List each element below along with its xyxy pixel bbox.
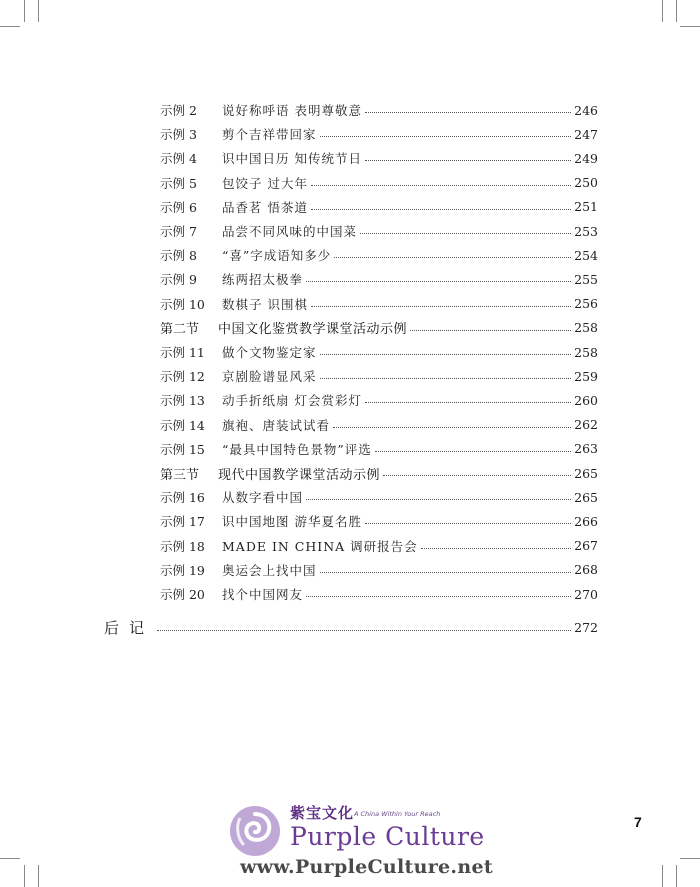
entry-number: 示例 16 xyxy=(160,490,205,506)
entry-title: 从数字看中国 xyxy=(222,490,304,506)
entry-title: 练两招太极拳 xyxy=(222,272,304,288)
entry-number: 示例 20 xyxy=(160,587,205,602)
entry-page: 250 xyxy=(574,175,598,191)
watermark-brand-cn: 紫宝文化 xyxy=(290,804,355,822)
entry-number: 第二节 xyxy=(160,322,200,338)
toc-example-entry[interactable] xyxy=(160,245,598,265)
dot-leader xyxy=(157,630,571,631)
entry-page: 247 xyxy=(574,126,598,142)
crop-mark xyxy=(24,865,25,887)
toc-example-entry[interactable] xyxy=(160,148,598,168)
toc-example-entry[interactable] xyxy=(160,487,598,507)
entry-page: 254 xyxy=(574,247,598,263)
watermark-tagline: A China Within Your Reach xyxy=(354,810,441,818)
dot-leader xyxy=(320,353,572,355)
entry-number: 示例 3 xyxy=(160,127,197,143)
toc-section-entry[interactable] xyxy=(160,318,598,338)
entry-page: 258 xyxy=(574,320,598,336)
toc-example-entry[interactable] xyxy=(160,173,598,193)
entry-number: 示例 9 xyxy=(160,272,197,288)
afterword-title: 后记 xyxy=(104,618,155,637)
watermark xyxy=(226,798,493,883)
crop-mark xyxy=(676,865,677,887)
toc-example-entry[interactable] xyxy=(160,221,598,241)
dot-leader xyxy=(306,498,571,500)
dot-leader xyxy=(320,571,572,573)
entry-page: 262 xyxy=(574,417,598,433)
entry-page: 253 xyxy=(574,223,598,239)
entry-title: 中国文化鉴赏教学课堂活动示例 xyxy=(218,322,408,338)
entry-title: MADE IN CHINA 调研报告会 xyxy=(222,538,418,554)
entry-title: 说好称呼语 表明尊敬意 xyxy=(222,103,362,118)
entry-title: “喜”字成语知多少 xyxy=(222,248,332,264)
dot-leader xyxy=(306,280,571,282)
entry-number: 示例 10 xyxy=(160,296,205,312)
purple-culture-logo-icon xyxy=(228,804,282,858)
crop-mark xyxy=(24,0,25,22)
afterword-page: 272 xyxy=(574,619,598,635)
entry-number: 示例 15 xyxy=(160,441,205,457)
toc-example-entry[interactable] xyxy=(160,124,598,144)
toc-example-entry[interactable] xyxy=(160,511,598,531)
entry-title: 包饺子 过大年 xyxy=(222,175,308,191)
entry-title: 剪个吉祥带回家 xyxy=(222,127,317,143)
toc-example-entry[interactable] xyxy=(160,366,598,386)
entry-number: 示例 13 xyxy=(160,393,205,409)
dot-leader xyxy=(365,159,571,161)
dot-leader xyxy=(320,135,572,137)
entry-title: 动手折纸扇 灯会赏彩灯 xyxy=(222,393,362,409)
toc-example-entry[interactable] xyxy=(160,342,598,362)
toc-example-entry[interactable] xyxy=(160,197,598,217)
dot-leader xyxy=(365,111,571,113)
toc-example-entry[interactable] xyxy=(160,269,598,289)
page-number: 7 xyxy=(634,814,642,830)
entry-title: “最具中国特色景物”评选 xyxy=(222,441,372,457)
entry-number: 示例 5 xyxy=(160,175,197,191)
crop-mark xyxy=(676,0,677,22)
dot-leader xyxy=(365,522,571,524)
toc-example-entry[interactable] xyxy=(160,536,598,556)
crop-mark xyxy=(38,0,39,22)
toc-afterword-entry[interactable] xyxy=(104,616,598,638)
entry-title: 品尝不同风味的中国菜 xyxy=(222,224,358,239)
crop-mark xyxy=(0,26,20,27)
dot-leader xyxy=(306,595,571,597)
dot-leader xyxy=(311,208,571,210)
toc-example-entry[interactable] xyxy=(160,390,598,410)
toc-example-entry[interactable] xyxy=(160,294,598,314)
watermark-url: www.PurpleCulture.net xyxy=(240,856,493,878)
entry-page: 249 xyxy=(574,150,598,166)
crop-mark xyxy=(662,0,663,22)
toc-example-entry[interactable] xyxy=(160,439,598,459)
entry-page: 270 xyxy=(574,586,598,602)
entry-page: 265 xyxy=(574,489,598,505)
dot-leader xyxy=(421,547,572,549)
entry-number: 示例 6 xyxy=(160,199,197,215)
entry-title: 旗袍、唐装试试看 xyxy=(222,417,331,433)
entry-title: 京剧脸谱显风采 xyxy=(222,369,317,385)
entry-number: 示例 7 xyxy=(160,224,197,239)
toc-example-entry[interactable] xyxy=(160,100,598,120)
crop-mark xyxy=(680,26,700,27)
entry-number: 示例 8 xyxy=(160,248,197,264)
toc-section-entry[interactable] xyxy=(160,463,598,483)
entry-title: 品香茗 悟茶道 xyxy=(222,199,308,215)
entry-page: 256 xyxy=(574,296,598,312)
dot-leader xyxy=(311,305,571,307)
entry-page: 267 xyxy=(574,538,598,554)
entry-number: 示例 14 xyxy=(160,417,205,433)
dot-leader xyxy=(334,256,571,258)
entry-title: 找个中国网友 xyxy=(222,587,304,602)
entry-number: 示例 2 xyxy=(160,103,197,118)
dot-leader xyxy=(410,329,571,331)
entry-title: 识中国地图 游华夏名胜 xyxy=(222,514,362,530)
dot-leader xyxy=(360,232,571,234)
toc-example-entry[interactable] xyxy=(160,560,598,580)
entry-page: 255 xyxy=(574,271,598,287)
entry-title: 数棋子 识围棋 xyxy=(222,296,308,312)
entry-page: 266 xyxy=(574,513,598,529)
entry-title: 做个文物鉴定家 xyxy=(222,345,317,360)
crop-mark xyxy=(680,858,700,859)
entry-number: 示例 12 xyxy=(160,369,205,385)
entry-page: 246 xyxy=(574,102,598,118)
entry-page: 259 xyxy=(574,368,598,384)
entry-number: 示例 17 xyxy=(160,514,205,530)
entry-number: 示例 18 xyxy=(160,538,205,554)
entry-title: 现代中国教学课堂活动示例 xyxy=(218,467,381,483)
dot-leader xyxy=(383,474,571,476)
entry-number: 示例 19 xyxy=(160,562,205,578)
entry-number: 示例 11 xyxy=(160,345,205,360)
crop-mark xyxy=(662,865,663,887)
entry-number: 第三节 xyxy=(160,467,200,483)
entry-page: 265 xyxy=(574,465,598,481)
entry-page: 268 xyxy=(574,562,598,578)
entry-title: 识中国日历 知传统节日 xyxy=(222,151,362,167)
entry-page: 263 xyxy=(574,441,598,457)
watermark-brand-en: Purple Culture xyxy=(290,822,485,851)
entry-page: 258 xyxy=(574,344,598,360)
crop-mark xyxy=(0,858,20,859)
toc-example-entry[interactable] xyxy=(160,584,598,604)
entry-title: 奥运会上找中国 xyxy=(222,562,317,578)
dot-leader xyxy=(375,450,571,452)
entry-page: 260 xyxy=(574,392,598,408)
dot-leader xyxy=(311,184,571,186)
crop-mark xyxy=(38,865,39,887)
entry-page: 251 xyxy=(574,199,598,215)
entry-number: 示例 4 xyxy=(160,151,197,167)
toc-example-entry[interactable] xyxy=(160,415,598,435)
dot-leader xyxy=(320,377,572,379)
dot-leader xyxy=(365,401,571,403)
dot-leader xyxy=(333,426,571,428)
